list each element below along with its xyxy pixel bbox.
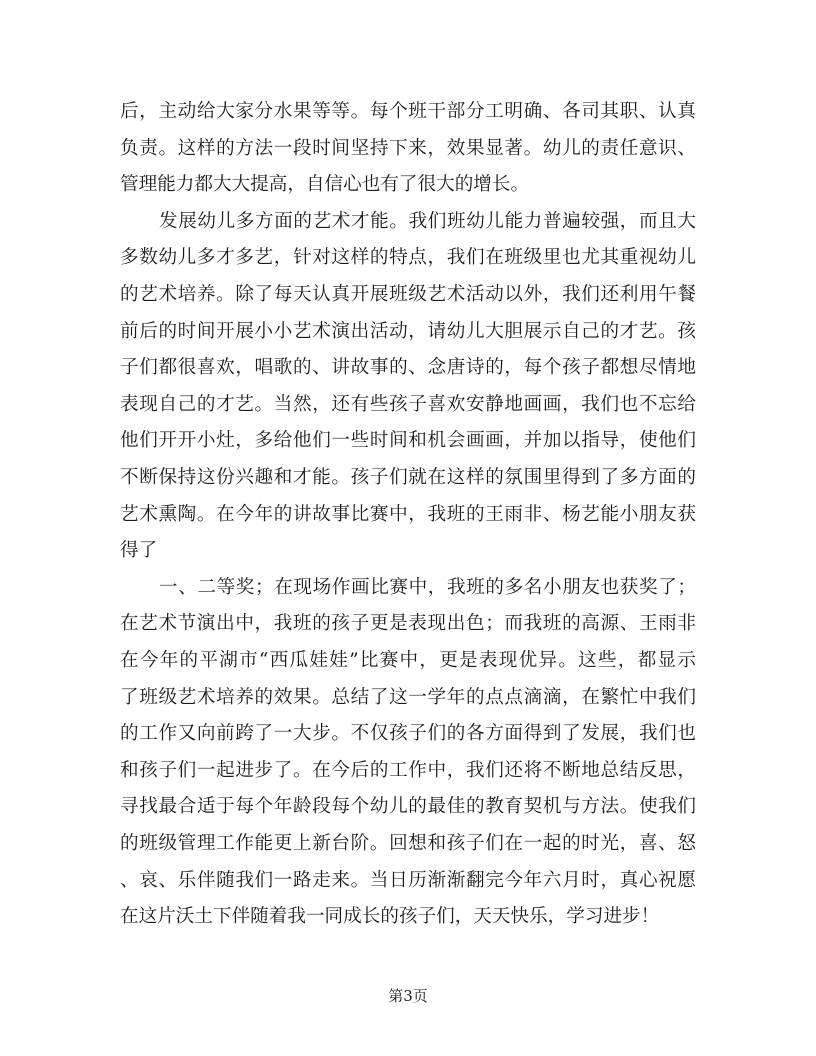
text-line: 了班级艺术培养的效果。总结了这一学年的点点滴滴，在繁忙中我们 [120, 686, 696, 708]
text-line: 负责。这样的方法一段时间坚持下来，效果显著。幼儿的责任意识、 [120, 137, 696, 159]
text-line: 、哀、乐伴随我们一路走来。当日历渐渐翻完今年六月时，真心祝愿 [120, 869, 696, 891]
text-line: 后，主动给大家分水果等等。每个班干部分工明确、各司其职、认真 [120, 101, 696, 122]
page-number: 第3页 [388, 987, 428, 1005]
text-line: 在这片沃土下伴随着我一同成长的孩子们，天天快乐，学习进步！ [120, 906, 660, 928]
text-line: 得了 [120, 540, 158, 562]
text-line: 表现自己的才艺。当然，还有些孩子喜欢安静地画画，我们也不忘给 [120, 393, 696, 415]
text-line: 不断保持这份兴趣和才能。孩子们就在这样的氛围里得到了多方面的 [120, 467, 696, 488]
text-line: 的艺术培养。除了每天认真开展班级艺术活动以外，我们还利用午餐 [120, 284, 696, 305]
text-line: 和孩子们一起进步了。在今后的工作中，我们还将不断地总结反思， [120, 759, 696, 781]
text-line: 发展幼儿多方面的艺术才能。我们班幼儿能力普遍较强，而且大 [159, 210, 696, 232]
text-line: 寻找最合适于每个年龄段每个幼儿的最佳的教育契机与方法。使我们 [120, 796, 696, 818]
text-line: 他们开开小灶，多给他们一些时间和机会画画，并加以指导，使他们 [120, 430, 696, 452]
text-line: 子们都很喜欢，唱歌的、讲故事的、念唐诗的，每个孩子都想尽情地 [120, 357, 696, 379]
text-line: 在今年的平湖市“西瓜娃娃”比赛中，更是表现优异。这些，都显示 [120, 650, 696, 671]
text-line: 前后的时间开展小小艺术演出活动，请幼儿大胆展示自己的才艺。孩 [120, 320, 696, 342]
text-line: 在艺术节演出中，我班的孩子更是表现出色；而我班的高源、王雨非 [120, 613, 696, 635]
text-line: 多数幼儿多才多艺，针对这样的特点，我们在班级里也尤其重视幼儿 [120, 247, 696, 269]
text-line: 的班级管理工作能更上新台阶。回想和孩子们在一起的时光，喜、怒 [120, 833, 696, 854]
text-line: 艺术熏陶。在今年的讲故事比赛中，我班的王雨非、杨艺能小朋友获 [120, 503, 696, 525]
text-line: 一、二等奖；在现场作画比赛中，我班的多名小朋友也获奖了； [159, 576, 696, 598]
text-line: 管理能力都大大提高，自信心也有了很大的增长。 [120, 174, 530, 196]
text-line: 的工作又向前跨了一大步。不仅孩子们的各方面得到了发展，我们也 [120, 723, 696, 745]
